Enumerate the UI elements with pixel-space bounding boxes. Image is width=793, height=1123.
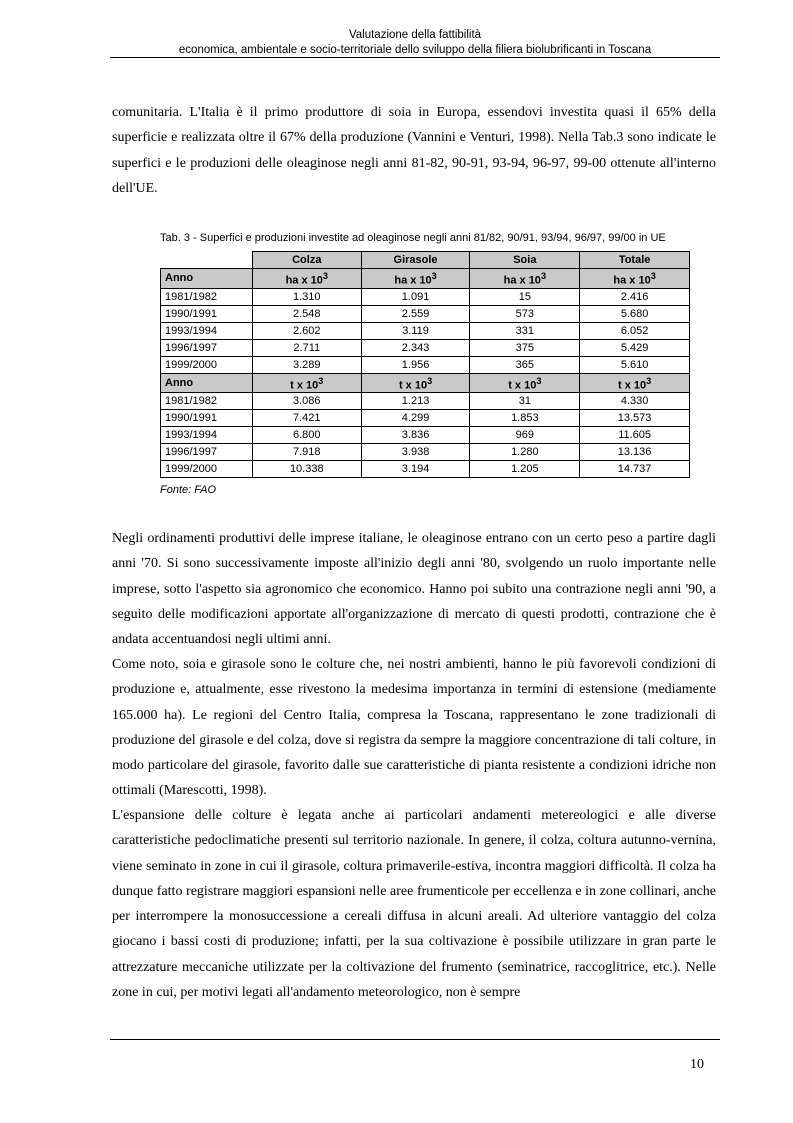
unit-cell: t x $10^3$: [470, 373, 580, 393]
table-header-row: [161, 252, 690, 269]
table-row: [161, 288, 690, 305]
year-cell: 1996/1997: [161, 444, 253, 461]
paragraph-soia-girasole: Come noto, soia e girasole sono le colture che, nei nostri ambienti, hanno le più favorevoli condizioni di produzione e, attualmente, esse rivestono la medesima importanza in termini di estensione (mediamente 165.000 ha). Le regioni del Centro Italia, compresa la Toscana, rappresentano le zone tradizionali di produzione del girasole e del colza, dove si registra da sempre la maggiore concentrazione di tali colture, in modo particolare del girasole, favorito dalle sue caratteristiche di pianta resistente a condizioni idriche non ottimali (Marescotti, 1998).: [112, 657, 716, 799]
value-cell: 5.610: [580, 356, 690, 373]
column-header-totale: Totale: [580, 252, 690, 269]
table-caption: Tab. 3 - Superfici e produzioni investite ad oleaginose negli anni 81/82, 90/91, 93/94, 96/97, 99/00 in UE: [160, 232, 666, 244]
unit-cell: ha x $10^3$: [580, 269, 690, 289]
unit-cell: ha x $10^3$: [361, 269, 470, 289]
value-cell: 2.602: [252, 322, 361, 339]
table-row: [161, 461, 690, 478]
header-title: Valutazione della fattibilità: [348, 29, 482, 41]
column-header-girasole: Girasole: [361, 252, 470, 269]
running-header: [110, 28, 720, 58]
page-number: 10: [690, 1057, 704, 1072]
value-cell: 1.213: [361, 393, 470, 410]
value-cell: 2.343: [361, 339, 470, 356]
value-cell: 4.299: [361, 410, 470, 427]
header-divider: [110, 57, 720, 58]
value-cell: 1.280: [470, 444, 580, 461]
production-unit-row: [161, 373, 690, 393]
table-row: [161, 305, 690, 322]
table-source: Fonte: FAO: [160, 484, 217, 496]
value-cell: 2.711: [252, 339, 361, 356]
table-row: [161, 356, 690, 373]
year-cell: 1999/2000: [161, 461, 253, 478]
value-cell: 1.956: [361, 356, 470, 373]
value-cell: 3.289: [252, 356, 361, 373]
table-row: [161, 444, 690, 461]
year-label: Anno: [161, 269, 253, 289]
year-cell: 1993/1994: [161, 427, 253, 444]
value-cell: 573: [470, 305, 580, 322]
value-cell: 1.310: [252, 288, 361, 305]
table-row: [161, 410, 690, 427]
paragraph-ordinamenti: Negli ordinamenti produttivi delle imprese italiane, le oleaginose entrano con un certo peso a partire dagli anni '70. Si sono successivamente imposte all'inizio degli anni '80, svolgendo un ruolo importante nelle imprese, sotto l'aspetto sia agronomico che economico. Hanno poi subito una contrazione negli anni '90, a seguito delle modificazioni apportate all'organizzazione di mercato di questi prodotti, contrazione che è andata accentuandosi negli ultimi anni.: [112, 531, 716, 648]
value-cell: 2.416: [580, 288, 690, 305]
column-header-soia: Soia: [470, 252, 580, 269]
paragraph-espansione: L'espansione delle colture è legata anche ai particolari andamenti metereologici e alle diverse caratteristiche pedoclimatiche presenti sul territorio nazionale. In genere, il colza, coltura autunno-vernina, viene seminato in zone in cui il girasole, coltura primaverile-estiva, incontra maggiori difficoltà. Il colza ha dunque fatto registrare maggiori espansioni nelle aree frumenticole per eccellenza e in zone collinari, anche per interrompere la monosuccessione a cereali diffusa in alcuni areali. Ad ulteriore vantaggio del colza giocano i bassi costi di produzione; infatti, per la sua coltivazione è possibile utilizzare in gran parte le attrezzature meccaniche utilizzate per la coltivazione del frumento (seminatrice, raccoglitrice, etc.). Nelle zone in cui, per motivi legati all'andamento meteorologico, non è sempre: [112, 808, 716, 1001]
value-cell: 3.938: [361, 444, 470, 461]
year-cell: 1981/1982: [161, 288, 253, 305]
value-cell: 14.737: [580, 461, 690, 478]
value-cell: 365: [470, 356, 580, 373]
value-cell: 13.136: [580, 444, 690, 461]
oilseed-table: [160, 251, 690, 478]
value-cell: 15: [470, 288, 580, 305]
year-cell: 1990/1991: [161, 410, 253, 427]
value-cell: 3.836: [361, 427, 470, 444]
year-label: Anno: [161, 373, 253, 393]
unit-cell: ha x $10^3$: [470, 269, 580, 289]
value-cell: 2.559: [361, 305, 470, 322]
paragraph-intro: comunitaria. L'Italia è il primo produttore di soia in Europa, essendovi investita quasi il 65% della superficie e realizzata oltre il 67% della produzione (Vannini e Venturi, 1998). Nella Tab.3 sono indicate le superfici e le produzioni delle oleaginose negli anni 81-82, 90-91, 93-94, 96-97, 99-00 ottenute all'interno dell'UE.: [112, 105, 716, 196]
value-cell: 331: [470, 322, 580, 339]
value-cell: 3.086: [252, 393, 361, 410]
table-row: [161, 393, 690, 410]
footer-divider: [110, 1039, 720, 1040]
unit-cell: t x $10^3$: [361, 373, 470, 393]
value-cell: 5.680: [580, 305, 690, 322]
header-subtitle: economica, ambientale e socio-territoriale dello sviluppo della filiera biolubrificanti in Toscana: [178, 44, 652, 56]
value-cell: 375: [470, 339, 580, 356]
value-cell: 31: [470, 393, 580, 410]
value-cell: 3.119: [361, 322, 470, 339]
value-cell: 7.421: [252, 410, 361, 427]
year-cell: 1981/1982: [161, 393, 253, 410]
table-row: [161, 427, 690, 444]
year-cell: 1993/1994: [161, 322, 253, 339]
year-cell: 1999/2000: [161, 356, 253, 373]
table-row: [161, 339, 690, 356]
value-cell: 11.605: [580, 427, 690, 444]
unit-cell: ha x $10^3$: [252, 269, 361, 289]
value-cell: 1.853: [470, 410, 580, 427]
value-cell: 13.573: [580, 410, 690, 427]
unit-cell: t x $10^3$: [580, 373, 690, 393]
value-cell: 969: [470, 427, 580, 444]
table-corner-cell: [161, 252, 253, 269]
value-cell: 4.330: [580, 393, 690, 410]
value-cell: 1.205: [470, 461, 580, 478]
value-cell: 6.800: [252, 427, 361, 444]
value-cell: 3.194: [361, 461, 470, 478]
value-cell: 5.429: [580, 339, 690, 356]
value-cell: 10.338: [252, 461, 361, 478]
area-unit-row: [161, 269, 690, 289]
value-cell: 7.918: [252, 444, 361, 461]
year-cell: 1990/1991: [161, 305, 253, 322]
column-header-colza: Colza: [252, 252, 361, 269]
value-cell: 2.548: [252, 305, 361, 322]
unit-cell: t x $10^3$: [252, 373, 361, 393]
value-cell: 6.052: [580, 322, 690, 339]
value-cell: 1.091: [361, 288, 470, 305]
year-cell: 1996/1997: [161, 339, 253, 356]
table-row: [161, 322, 690, 339]
